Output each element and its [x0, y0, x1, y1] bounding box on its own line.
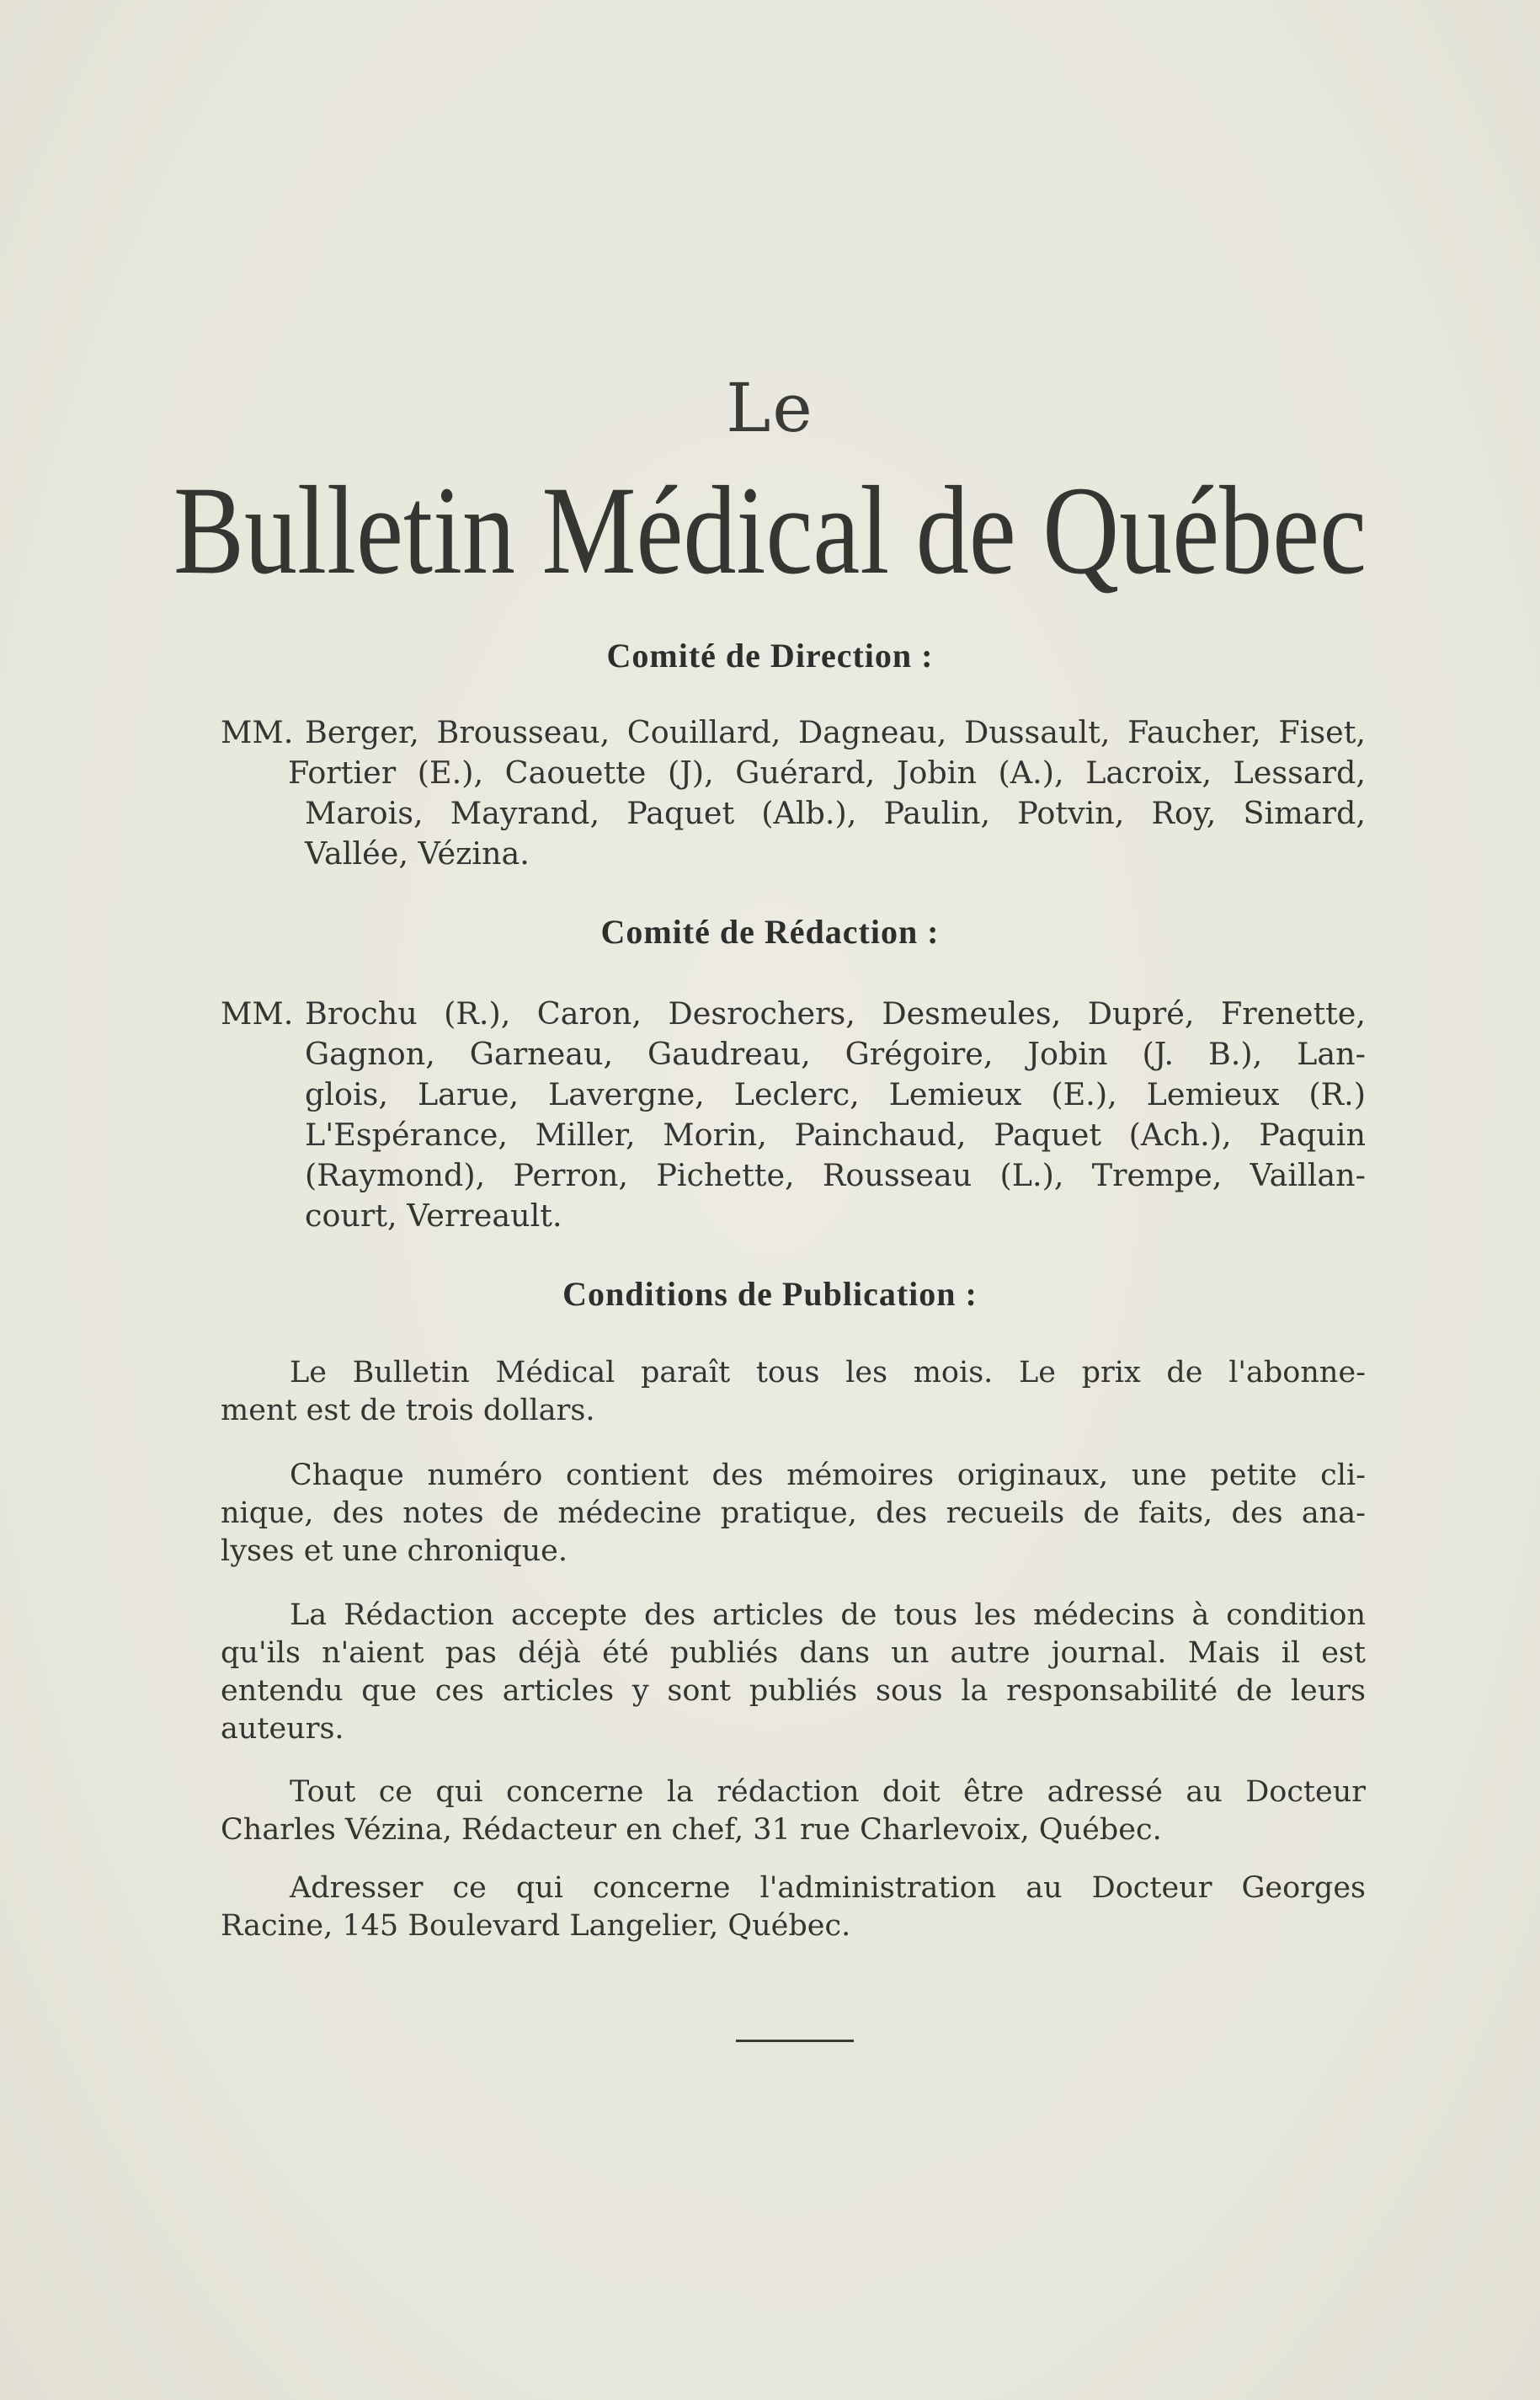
direction-line-1: MM. Berger, Brousseau, Couillard, Dagneau, Dussault, Faucher, Fiset, [221, 712, 1366, 753]
masthead-title: Bulletin Médical de Québec [173, 461, 1367, 600]
closing-rule [736, 2040, 854, 2042]
paragraph-line: Charles Vézina, Rédacteur en chef, 31 rue Charlevoix, Québec. [221, 1813, 1162, 1847]
paragraph-line: lyses et une chronique. [221, 1534, 568, 1568]
redaction-line-2: Gagnon, Garneau, Gaudreau, Grégoire, Jobin (J. B.), Lan- [305, 1036, 1366, 1072]
redaction-line-4: L'Espérance, Miller, Morin, Painchaud, Paquet (Ach.), Paquin [305, 1117, 1366, 1153]
paragraph-line: Racine, 145 Boulevard Langelier, Québec. [221, 1909, 851, 1943]
redaction-line-5: (Raymond), Perron, Pichette, Rousseau (L.), Trempe, Vaillan- [305, 1157, 1366, 1193]
conditions-paragraph-2 [221, 1457, 1366, 1571]
paragraph-line: Tout ce qui concerne la rédaction doit être adressé au Docteur [290, 1775, 1366, 1809]
redaction-line-3: glois, Larue, Lavergne, Leclerc, Lemieux (E.), Lemieux (R.) [305, 1076, 1366, 1112]
paragraph-line: Adresser ce qui concerne l'administration au Docteur Georges [290, 1871, 1366, 1905]
paragraph-line: nique, des notes de médecine pratique, des recueils de faits, des ana- [221, 1496, 1366, 1530]
paragraph-line: qu'ils n'aient pas déjà été publiés dans un autre journal. Mais il est [221, 1636, 1366, 1670]
conditions-paragraph-3 [221, 1597, 1366, 1748]
conditions-paragraph-1 [221, 1354, 1366, 1430]
redaction-heading: Comité de Rédaction : [600, 913, 940, 951]
paragraph-line: Le Bulletin Médical paraît tous les mois. Le prix de l'abonne- [290, 1356, 1366, 1389]
paragraph-line: auteurs. [221, 1712, 344, 1746]
paragraph-line: Chaque numéro contient des mémoires originaux, une petite cli- [290, 1459, 1366, 1492]
direction-heading: Comité de Direction : [606, 637, 934, 675]
paragraph-line: ment est de trois dollars. [221, 1394, 595, 1427]
redaction-names [221, 994, 1366, 1236]
masthead-article: Le [726, 369, 814, 447]
conditions-paragraph-4 [221, 1773, 1366, 1849]
paragraph-line: entendu que ces articles y sont publiés sous la responsabilité de leurs [221, 1674, 1366, 1708]
paragraph-line: La Rédaction accepte des articles de tous les médecins à condition [290, 1598, 1366, 1632]
redaction-prefix: MM. [221, 995, 294, 1032]
direction-line-4: Vallée, Vézina. [305, 835, 530, 872]
direction-line-3: Marois, Mayrand, Paquet (Alb.), Paulin, Potvin, Roy, Simard, [305, 795, 1366, 831]
redaction-line-6: court, Verreault. [305, 1197, 562, 1234]
conditions-heading: Conditions de Publication : [562, 1275, 978, 1313]
direction-names [221, 712, 1366, 874]
direction-line-2: Fortier (E.), Caouette (J), Guérard, Jobin (A.), Lacroix, Lessard, [288, 755, 1366, 791]
redaction-line-1: MM. Brochu (R.), Caron, Desrochers, Desmeules, Dupré, Frenette, [221, 994, 1366, 1034]
direction-prefix: MM. [221, 714, 294, 750]
conditions-paragraph-5 [221, 1869, 1366, 1945]
